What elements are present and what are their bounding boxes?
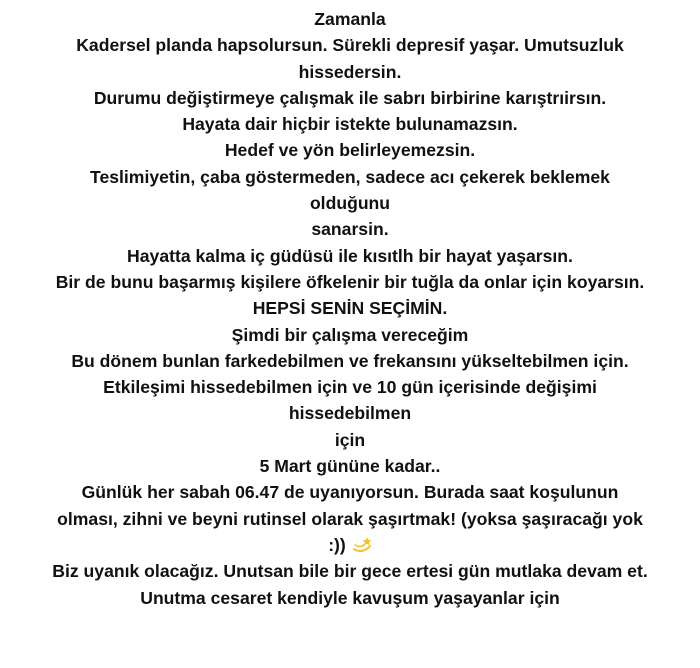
text-line: Hayata dair hiçbir istekte bulunamazsın.: [182, 114, 518, 135]
dizzy-star-icon: [352, 535, 372, 553]
text-line: Unutma cesaret kendiyle kavuşum yaşayanlar için: [140, 587, 560, 608]
text-line: Hedef ve yön belirleyemezsin.: [224, 140, 476, 161]
text-line: sanarsin.: [311, 219, 389, 240]
text-line: Günlük her sabah 06.47 de uyanıyorsun. Burada saat koşulunun: [81, 482, 619, 503]
text-line: Teslimiyetin, çaba göstermeden, sadece acı çekerek beklemek: [90, 166, 610, 187]
text-line: Biz uyanık olacağız. Unutsan bile bir gece ertesi gün mutlaka devam et.: [52, 561, 648, 582]
text-line: olduğunu: [309, 193, 391, 214]
text-line-zamanla: Zamanla: [314, 9, 386, 29]
text-line: olması, zihni ve beyni rutinsel olarak şaşırtmak! (yoksa şaşıracağı yok: [57, 508, 643, 529]
text-line: hissedebilmen: [288, 403, 412, 424]
text-line: için: [334, 429, 366, 450]
text-line: Bir de bunu başarmış kişilere öfkelenir bir tuğla da onlar için koyarsın.: [55, 271, 645, 292]
text-line: hissedersin.: [298, 61, 402, 82]
text-line-smiley: :)): [328, 534, 346, 555]
text-line: Durumu değiştirmeye çalışmak ile sabrı birbirine karıştrıirsın.: [93, 87, 607, 108]
text-line: Şimdi bir çalışma vereceğim: [231, 324, 469, 345]
text-line: Kadersel planda hapsolursun. Sürekli depresif yaşar. Umutsuzluk: [76, 35, 624, 56]
document-text: [0, 6, 700, 611]
text-line-with-emoji: [0, 532, 700, 558]
text-line: Etkileşimi hissedebilmen için ve 10 gün içerisinde değişimi: [103, 377, 597, 398]
text-line: Hayatta kalma iç güdüsü ile kısıtlh bir hayat yaşarsın.: [127, 245, 573, 266]
text-line: 5 Mart gününe kadar..: [259, 456, 441, 477]
text-line: Bu dönem bunlan farkedebilmen ve frekansını yükseltebilmen için.: [71, 350, 629, 371]
text-line-hepsi-senin-secimin: HEPSİ SENİN SEÇİMİN.: [252, 298, 448, 319]
